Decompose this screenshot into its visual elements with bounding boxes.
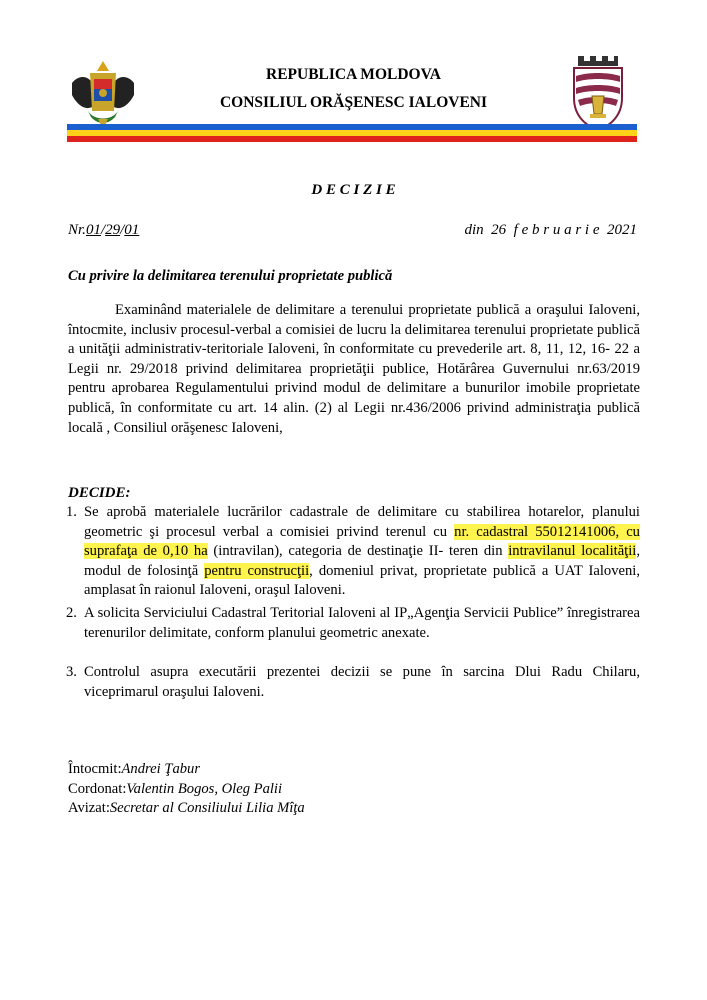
item-3-text: Controlul asupra executării prezentei decizii se pune în sarcina Dlui Radu Chilaru, viceprimarul oraşului Ialoveni. xyxy=(84,664,640,700)
decision-item-1 xyxy=(66,503,640,601)
decision-item-3 xyxy=(66,663,640,702)
item-1-text-b: (intravilan), categoria de destinaţie II- teren din xyxy=(207,543,509,560)
signature-row-prepared xyxy=(68,760,305,780)
decide-label: DECIDE: xyxy=(68,485,131,501)
ialoveni-coat-of-arms-icon xyxy=(570,52,626,132)
number-sep-2: / xyxy=(120,222,125,238)
signature-label: Avizat: xyxy=(68,800,110,816)
signature-value: Andrei Ţabur xyxy=(121,761,201,777)
moldova-coat-of-arms-icon xyxy=(70,53,136,131)
decision-item-2 xyxy=(66,604,640,643)
item-1-text-c: , modul de folosinţă xyxy=(84,543,641,579)
item-1-text-a: Se aprobă materialele lucrărilor cadastrale de delimitare cu stabilirea hotarelor, planului geometric şi procesul verbal a comisiei privind terenul cu xyxy=(84,504,640,540)
item-1-text-d: , domeniul privat, proprietate publică a UAT Ialoveni, amplasat în raionul Ialoveni, oraşul Ialoveni. xyxy=(84,562,640,599)
number-sep-1: / xyxy=(100,222,106,238)
number-prefix: Nr. xyxy=(68,222,86,238)
signature-row-approved xyxy=(68,799,305,819)
number-part-2: 29 xyxy=(105,222,121,238)
decision-number xyxy=(68,222,139,239)
item-2-number: 2. xyxy=(66,605,77,621)
signature-value: Valentin Bogos, Oleg Palii xyxy=(126,780,283,797)
number-part-3: 01 xyxy=(124,222,140,238)
document-title: D E C I Z I E xyxy=(311,182,396,198)
signature-label: Întocmit: xyxy=(68,761,122,777)
item-1-highlight-intravilan: intravilanul localităţii xyxy=(508,543,637,560)
item-2-text: A solicita Serviciului Cadastral Teritorial Ialoveni al IP„Agenţia Servicii Publice” înregistrarea terenurilor delimitate, conform planului geometric anexate. xyxy=(84,605,640,641)
item-1-highlight-constructii: pentru construcţii xyxy=(204,562,310,579)
red-stripe xyxy=(67,136,637,142)
item-3-number: 3. xyxy=(66,664,77,680)
signature-value: Secretar al Consiliului Lilia Mîţa xyxy=(109,800,305,816)
header-country: REPUBLICA MOLDOVA xyxy=(266,66,441,83)
signature-row-coordinated xyxy=(68,780,305,800)
decision-subject: Cu privire la delimitarea terenului proprietate publică xyxy=(68,268,393,284)
signature-block xyxy=(68,760,305,819)
item-1-number: 1. xyxy=(66,504,77,520)
decision-date: din 26 f e b r u a r i e 2021 xyxy=(464,222,637,238)
preamble-paragraph: Examinând materialele de delimitare a terenului proprietate publică a oraşului Ialoveni, întocmite, inclusiv procesul-verbal a comisiei de lucru la delimitarea terenului proprietate publică a unităţii administrativ-teritoriale Ialoveni, în conformitate cu prevederile art. 8, 11, 12, 16- 22 a Legii nr. 29/2018 privind delimitarea proprietăţii publice, Hotărârea Guvernului nr.63/2019 pentru aprobarea Regulamentului privind modul de delimitare a bunurilor imobile proprietate publică, în conformitate cu art. 14 alin. (2) al Legii nr.436/2006 privind administraţia publică locală , Consiliul orăşenesc Ialoveni, xyxy=(68,302,640,436)
number-part-1: 01 xyxy=(85,222,101,238)
header-council: CONSILIUL ORĂŞENESC IALOVENI xyxy=(219,94,488,111)
signature-label: Cordonat: xyxy=(68,780,127,797)
item-1-highlight-cadastral: nr. cadastral 55012141006, cu suprafaţa de 0,10 ha xyxy=(84,523,640,560)
